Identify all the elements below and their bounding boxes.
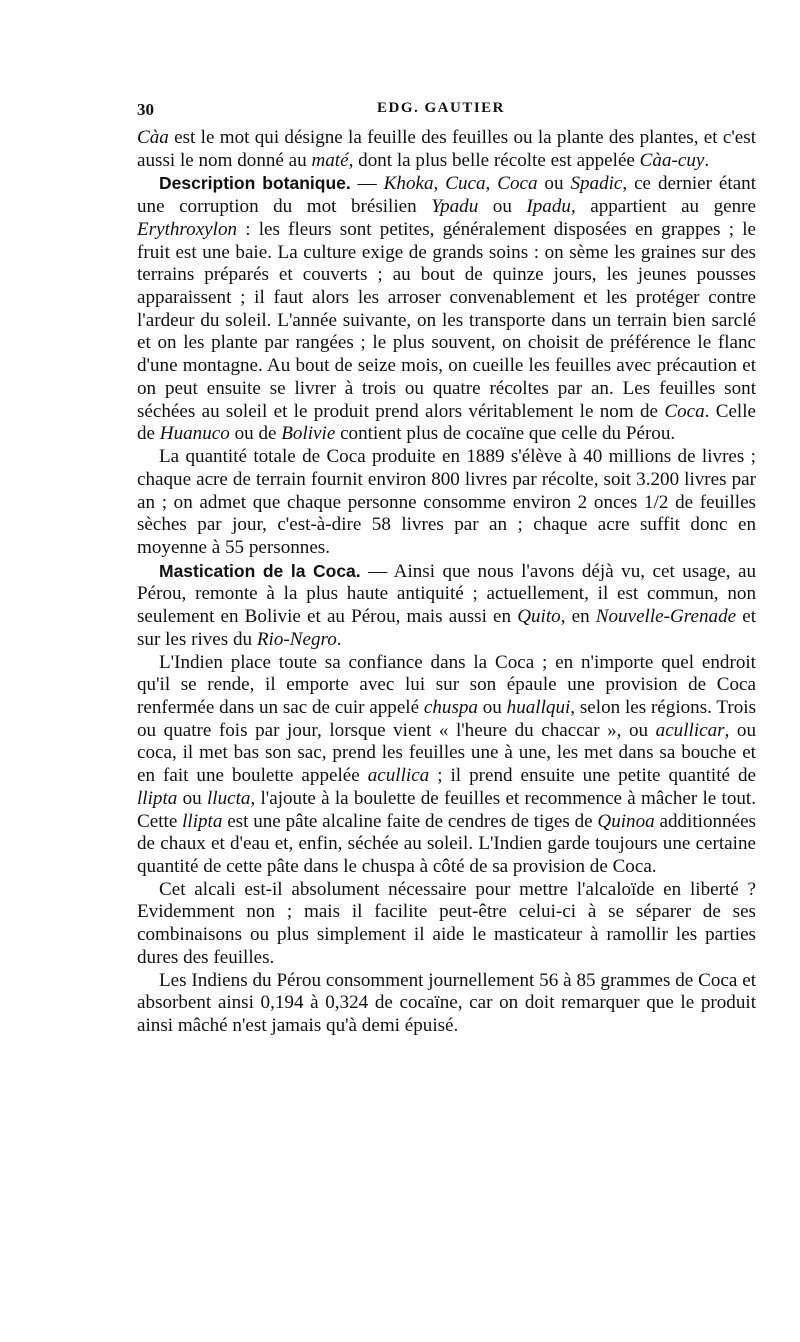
term-ipadu: Ipadu bbox=[526, 196, 571, 218]
term-quinoa: Quinoa bbox=[597, 810, 655, 832]
text-run: — bbox=[350, 173, 384, 195]
text-run: est le mot qui désigne la feuille des feuilles ou la plante des plantes, et c'est aussi le nom donné au bbox=[137, 127, 756, 171]
term-caa: Càa bbox=[137, 127, 169, 148]
term-bolivie: Bolivie bbox=[281, 423, 336, 445]
text-run: , en bbox=[560, 606, 596, 628]
term-quito: Quito bbox=[517, 606, 561, 628]
term-spadic: Spadic bbox=[570, 173, 623, 195]
paragraph-caa bbox=[137, 127, 756, 172]
text-run: ou bbox=[478, 196, 527, 218]
text-run: , bbox=[485, 173, 498, 195]
term-nouvelle-grenade: Nouvelle-Grenade bbox=[595, 606, 737, 628]
text-run: ou de bbox=[229, 423, 282, 445]
text-run: : les fleurs sont petites, généralement disposées en grappes ; le fruit est une baie. La culture exige de grands soins : on sème les graines sur des terrains préparés et couverts ; au bout de quinze jours, les jeunes pousses apparaissent ; il faut alors les arroser convenablement et les protéger contre l'ardeur du soleil. L'année suivante, on les transporte dans un terrain bien sarclé et on les plante par rangées ; le plus souvent, on choisit de préférence le flanc d'une montagne. Au bout de seize mois, on cueille les feuilles avec précaution et on peut ensuite se livrer à trois ou quatre récoltes par an. Les feuilles sont séchées au soleil et le produit prend alors véritablement le nom de bbox=[137, 218, 756, 422]
term-coca: Coca bbox=[664, 400, 705, 422]
term-ypadu: Ypadu bbox=[431, 196, 479, 218]
term-acullicar: acullicar bbox=[655, 719, 725, 741]
text-run: additionnées de chaux et d'eau et, enfin, séchée au soleil. L'Indien garde toujours une certaine quantité de cette pâte dans le chuspa à côté de sa provision de Coca. bbox=[137, 810, 756, 877]
text-run: ; il prend ensuite une petite quantité de bbox=[429, 765, 757, 787]
paragraph-mastication bbox=[137, 560, 756, 652]
text-run: contient plus de cocaïne que celle du Pérou. bbox=[335, 423, 676, 445]
text-run: . bbox=[704, 149, 710, 171]
text-run: L'Indien place toute sa confiance dans la Coca ; en n'importe quel endroit qu'il se rende, il emporte avec lui sur son épaule une provision de Coca renfermée dans un sac de cuir appelé bbox=[137, 651, 756, 718]
section-heading-description-botanique: Description botanique. bbox=[159, 173, 351, 194]
text-run: est une pâte alcaline faite de cendres de tiges de bbox=[222, 810, 598, 832]
term-huallqui: huallqui bbox=[506, 696, 571, 718]
term-cuca: Cuca bbox=[445, 173, 486, 195]
text-run: , ce dernier étant une corruption du mot brésilien bbox=[137, 173, 757, 218]
text-run: , selon les régions. Trois ou quatre fois par jour, lorsque vient « l'heure du chaccar », ou bbox=[137, 696, 756, 741]
text-run: ou bbox=[177, 787, 207, 809]
text-run: . bbox=[336, 628, 342, 650]
text-run: , dont la plus belle récolte est appelée bbox=[348, 149, 640, 171]
running-head: EDG. GAUTIER bbox=[377, 100, 506, 116]
text-run: . Celle de bbox=[137, 400, 757, 445]
text-run: — Ainsi que nous l'avons déjà vu, cet usage, au Pérou, remonte à la plus haute antiquité ; actuellement, il est commun, non seulement en Bolivie et au Pérou, mais aussi en bbox=[137, 560, 756, 628]
text-run: , bbox=[433, 173, 446, 195]
page-header bbox=[137, 100, 756, 124]
paragraph-quantite: La quantité totale de Coca produite en 1889 s'élève à 40 millions de livres ; chaque acre de terrain fournit environ 800 livres par récolte, soit 3.200 livres par an ; on admet que chaque personne consomme environ 2 onces 1/2 de feuilles sèches par jour, c'est-à-dire 58 livres par an ; chaque acre suffit donc en moyenne à 55 personnes. bbox=[137, 446, 756, 558]
term-erythroxylon: Erythroxylon bbox=[137, 218, 238, 240]
term-mate: maté bbox=[311, 149, 349, 171]
term-acullica: acullica bbox=[367, 765, 430, 787]
term-huanuco: Huanuco bbox=[159, 423, 230, 445]
text-run: , ou coca, il met bas son sac, prend les feuilles une à une, les met dans sa bouche et en fait une boulette appelée bbox=[137, 719, 756, 787]
paragraph-consommation: Les Indiens du Pérou consomment journellement 56 à 85 grammes de Coca et absorbent ainsi 0,194 à 0,324 de cocaïne, car on doit remarquer que le produit ainsi mâché n'est jamais qu'à demi épuisé. bbox=[137, 969, 756, 1037]
text-run: , l'ajoute à la boulette de feuilles et recommence à mâcher le tout. Cette bbox=[137, 787, 756, 832]
term-caa-cuy: Càa-cuy bbox=[639, 149, 705, 171]
section-heading-mastication: Mastication de la Coca. bbox=[159, 560, 361, 581]
term-llipta: llipta bbox=[182, 810, 223, 832]
paragraph-description-botanique bbox=[137, 172, 756, 446]
term-coca: Coca bbox=[497, 173, 538, 195]
paragraph-indien bbox=[137, 652, 756, 879]
term-chuspa: chuspa bbox=[423, 696, 478, 718]
text-run: , appartient au genre bbox=[570, 196, 757, 218]
term-llipta: llipta bbox=[137, 787, 178, 809]
body-text bbox=[137, 127, 756, 1038]
term-rio-negro: Rio-Negro bbox=[256, 628, 337, 650]
term-khoka: Khoka bbox=[383, 173, 434, 195]
text-run: ou bbox=[477, 696, 507, 718]
paragraph-alcali: Cet alcali est-il absolument nécessaire pour mettre l'alcaloïde en liberté ? Evidemment non ; mais il facilite peut-être celui-ci à se séparer de ses combinaisons ou plus simplement il aide le masticateur à ramollir les parties dures des feuilles. bbox=[137, 878, 756, 968]
page-number: 30 bbox=[137, 100, 154, 119]
text-run: ou bbox=[537, 173, 571, 195]
term-llucta: llucta bbox=[206, 787, 251, 809]
text-run: et sur les rives du bbox=[137, 606, 757, 650]
